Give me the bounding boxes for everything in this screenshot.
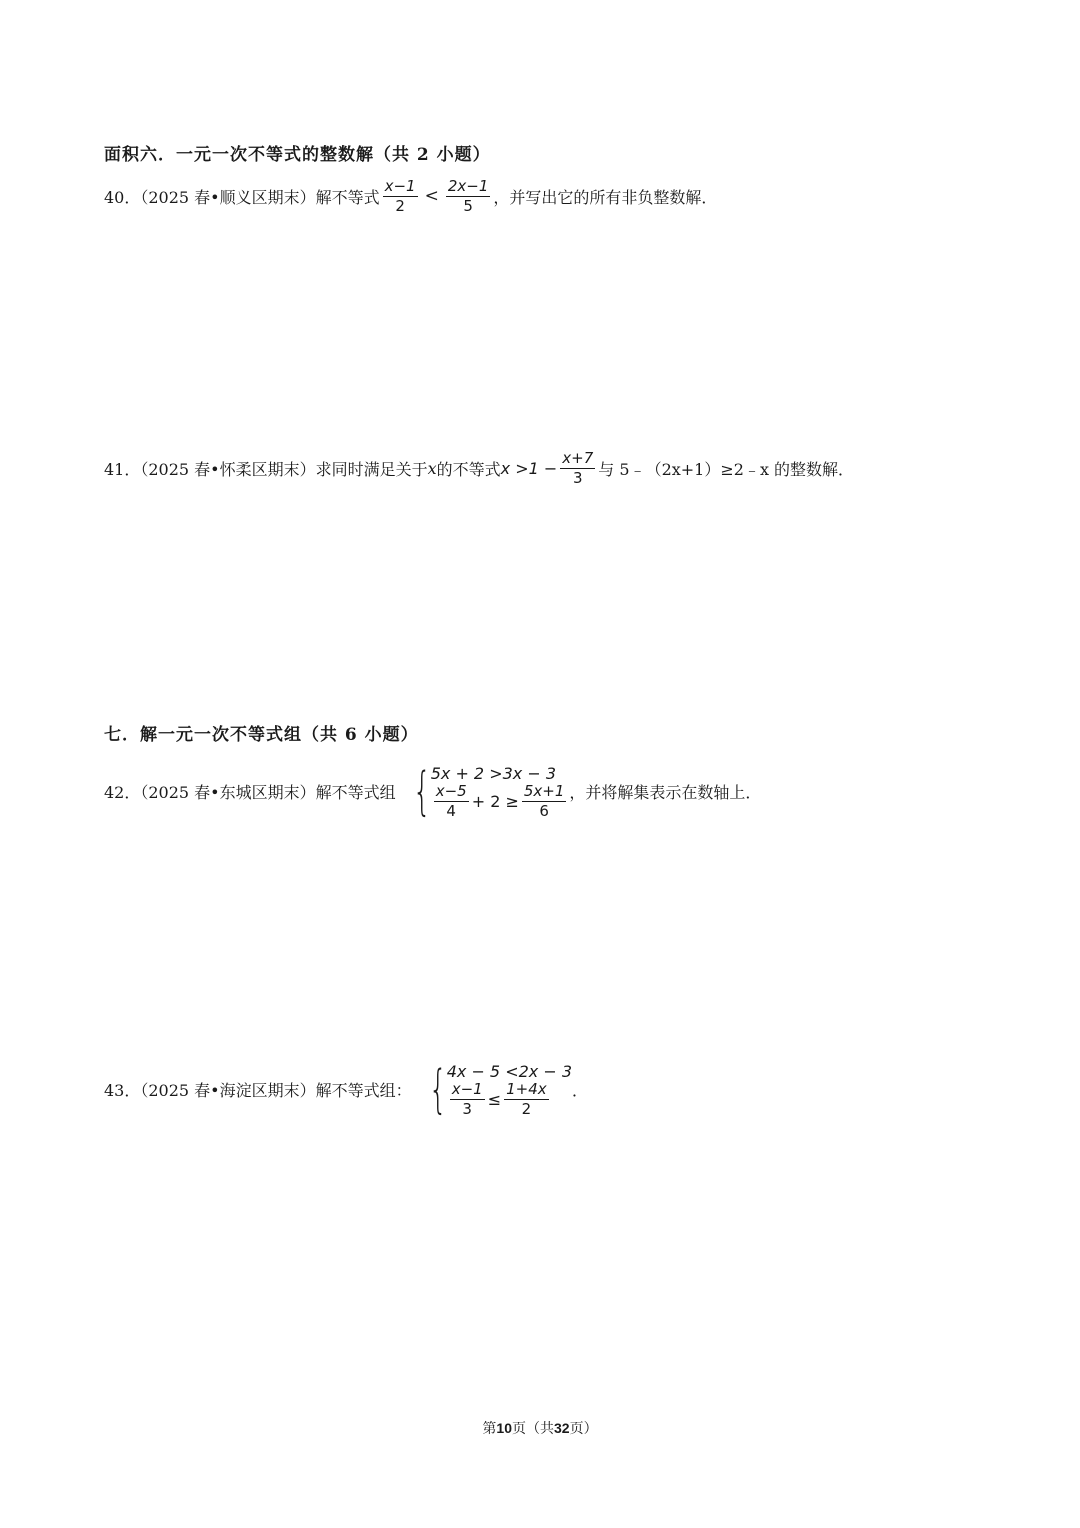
numerator: x−1 xyxy=(384,177,416,195)
question-43-prefix: 43．（2025 春•海淀区期末）解不等式组： xyxy=(104,1081,412,1100)
inequality-system xyxy=(398,761,570,822)
system-line-2 xyxy=(431,783,570,819)
brace-icon: { xyxy=(412,761,431,822)
denominator: 6 xyxy=(539,801,549,820)
question-40-prefix: 40．（2025 春•顺义区期末）解不等式 xyxy=(104,187,380,207)
fraction xyxy=(560,450,595,486)
question-43-suffix: ． xyxy=(572,1081,589,1100)
numerator: 2x−1 xyxy=(447,177,489,195)
denominator: 3 xyxy=(573,468,583,487)
fraction xyxy=(434,783,469,819)
numerator: x+7 xyxy=(562,449,594,467)
denominator: 2 xyxy=(395,196,405,215)
system-line-2-mid: + 2 ≥ xyxy=(471,791,519,811)
system-line-2 xyxy=(447,1081,572,1117)
question-41-suffix: 与 5﹣（2x+1）≥2﹣x 的整数解． xyxy=(598,459,855,479)
question-42-prefix: 42．（2025 春•东城区期末）解不等式组 xyxy=(104,783,396,802)
inequality-system xyxy=(414,1059,573,1120)
question-40-suffix: ，并写出它的所有非负整数解． xyxy=(493,187,718,207)
question-42-suffix: ，并将解集表示在数轴上． xyxy=(569,783,762,802)
page-footer xyxy=(0,1418,1080,1438)
question-40 xyxy=(104,178,717,214)
denominator: 5 xyxy=(463,196,473,215)
section-title-7: 七．解一元一次不等式组（共 6 小题） xyxy=(104,725,419,745)
numerator: x−1 xyxy=(451,1080,483,1098)
fraction xyxy=(446,178,491,214)
footer-mid: 页（共 xyxy=(512,1421,554,1437)
system-line-1: 5x + 2 >3x − 3 xyxy=(430,764,557,783)
denominator: 4 xyxy=(446,801,456,820)
numerator: x−5 xyxy=(435,782,467,800)
total-pages: 32 xyxy=(554,1420,570,1436)
relation-symbol: < xyxy=(424,186,439,206)
page-number: 10 xyxy=(496,1420,512,1436)
footer-pre: 第 xyxy=(482,1421,497,1437)
question-43 xyxy=(104,1059,589,1120)
variable: x xyxy=(427,458,437,478)
section-title-6: 面积六．一元一次不等式的整数解（共 2 小题） xyxy=(104,145,491,165)
fraction xyxy=(450,1081,485,1117)
question-41 xyxy=(104,450,854,486)
question-41-prefix: 41．（2025 春•怀柔区期末）求同时满足关于 xyxy=(104,459,428,479)
question-41-mid: 的不等式 xyxy=(436,459,501,479)
numerator: 5x+1 xyxy=(523,782,565,800)
footer-post: 页） xyxy=(569,1421,598,1437)
fraction xyxy=(504,1081,549,1117)
expression: x >1 − xyxy=(500,458,558,478)
denominator: 3 xyxy=(462,1099,472,1118)
system-line-2-mid: ≤ xyxy=(487,1089,502,1109)
fraction xyxy=(522,783,567,819)
system-line-1: 4x − 5 <2x − 3 xyxy=(446,1062,573,1081)
fraction xyxy=(383,178,418,214)
denominator: 2 xyxy=(521,1099,532,1118)
question-42 xyxy=(104,761,762,822)
brace-icon: { xyxy=(428,1059,447,1120)
numerator: 1+4x xyxy=(506,1080,547,1098)
